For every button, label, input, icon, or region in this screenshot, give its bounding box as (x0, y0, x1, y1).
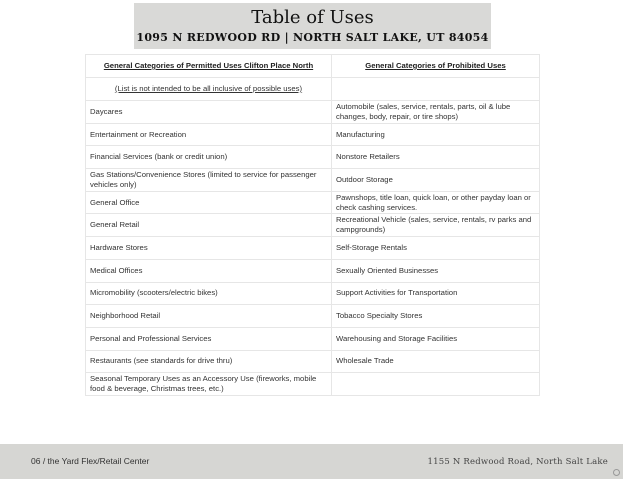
prohibited-uses-header: General Categories of Prohibited Uses (332, 55, 540, 78)
permitted-use-cell: General Retail (86, 214, 332, 237)
prohibited-use-cell: Outdoor Storage (332, 169, 540, 192)
prohibited-use-cell: Wholesale Trade (332, 350, 540, 373)
prohibited-use-cell: Manufacturing (332, 123, 540, 146)
permitted-use-cell: Gas Stations/Convenience Stores (limited to service for passenger vehicles only) (86, 169, 332, 192)
footer-page-label: 06 / the Yard Flex/Retail Center (31, 456, 150, 466)
permitted-use-cell: Daycares (86, 101, 332, 124)
list-note: (List is not intended to be all inclusive of possible uses) (86, 78, 332, 101)
uses-table (85, 54, 540, 396)
prohibited-use-cell: Pawnshops, title loan, quick loan, or other payday loan or check cashing services. (332, 191, 540, 214)
permitted-uses-header: General Categories of Permitted Uses Clifton Place North (86, 55, 332, 78)
prohibited-use-cell: Warehousing and Storage Facilities (332, 327, 540, 350)
permitted-use-cell: Hardware Stores (86, 237, 332, 260)
prohibited-use-cell (332, 373, 540, 396)
prohibited-use-cell: Support Activities for Transportation (332, 282, 540, 305)
table-row (86, 373, 540, 396)
table-row (86, 259, 540, 282)
table-row (86, 282, 540, 305)
table-row (86, 214, 540, 237)
prohibited-use-cell: Recreational Vehicle (sales, service, rentals, rv parks and campgrounds) (332, 214, 540, 237)
corner-mark-icon (613, 469, 620, 476)
prohibited-use-cell: Sexually Oriented Businesses (332, 259, 540, 282)
permitted-use-cell: Medical Offices (86, 259, 332, 282)
table-row (86, 305, 540, 328)
table-row (86, 327, 540, 350)
permitted-use-cell: General Office (86, 191, 332, 214)
page-title: Table of Uses (251, 7, 374, 28)
permitted-use-cell: Financial Services (bank or credit union) (86, 146, 332, 169)
permitted-use-cell: Micromobility (scooters/electric bikes) (86, 282, 332, 305)
footer-address: 1155 N Redwood Road, North Salt Lake (427, 457, 608, 467)
permitted-use-cell: Restaurants (see standards for drive thru) (86, 350, 332, 373)
table-row (86, 123, 540, 146)
prohibited-use-cell: Automobile (sales, service, rentals, parts, oil & lube changes, body, repair, or tire shops) (332, 101, 540, 124)
permitted-use-cell: Personal and Professional Services (86, 327, 332, 350)
prohibited-use-cell: Self-Storage Rentals (332, 237, 540, 260)
empty-cell (332, 78, 540, 101)
permitted-use-cell: Neighborhood Retail (86, 305, 332, 328)
table-row (86, 101, 540, 124)
prohibited-use-cell: Nonstore Retailers (332, 146, 540, 169)
note-row (86, 78, 540, 101)
table-row (86, 237, 540, 260)
permitted-use-cell: Seasonal Temporary Uses as an Accessory Use (fireworks, mobile food & beverage, Christmas trees, etc.) (86, 373, 332, 396)
footer (0, 444, 623, 479)
table-row (86, 169, 540, 192)
table-row (86, 191, 540, 214)
address-subtitle: 1095 N REDWOOD RD | NORTH SALT LAKE, UT 84054 (136, 31, 489, 44)
permitted-use-cell: Entertainment or Recreation (86, 123, 332, 146)
table-row (86, 350, 540, 373)
prohibited-use-cell: Tobacco Specialty Stores (332, 305, 540, 328)
title-box (134, 3, 491, 49)
table-row (86, 146, 540, 169)
